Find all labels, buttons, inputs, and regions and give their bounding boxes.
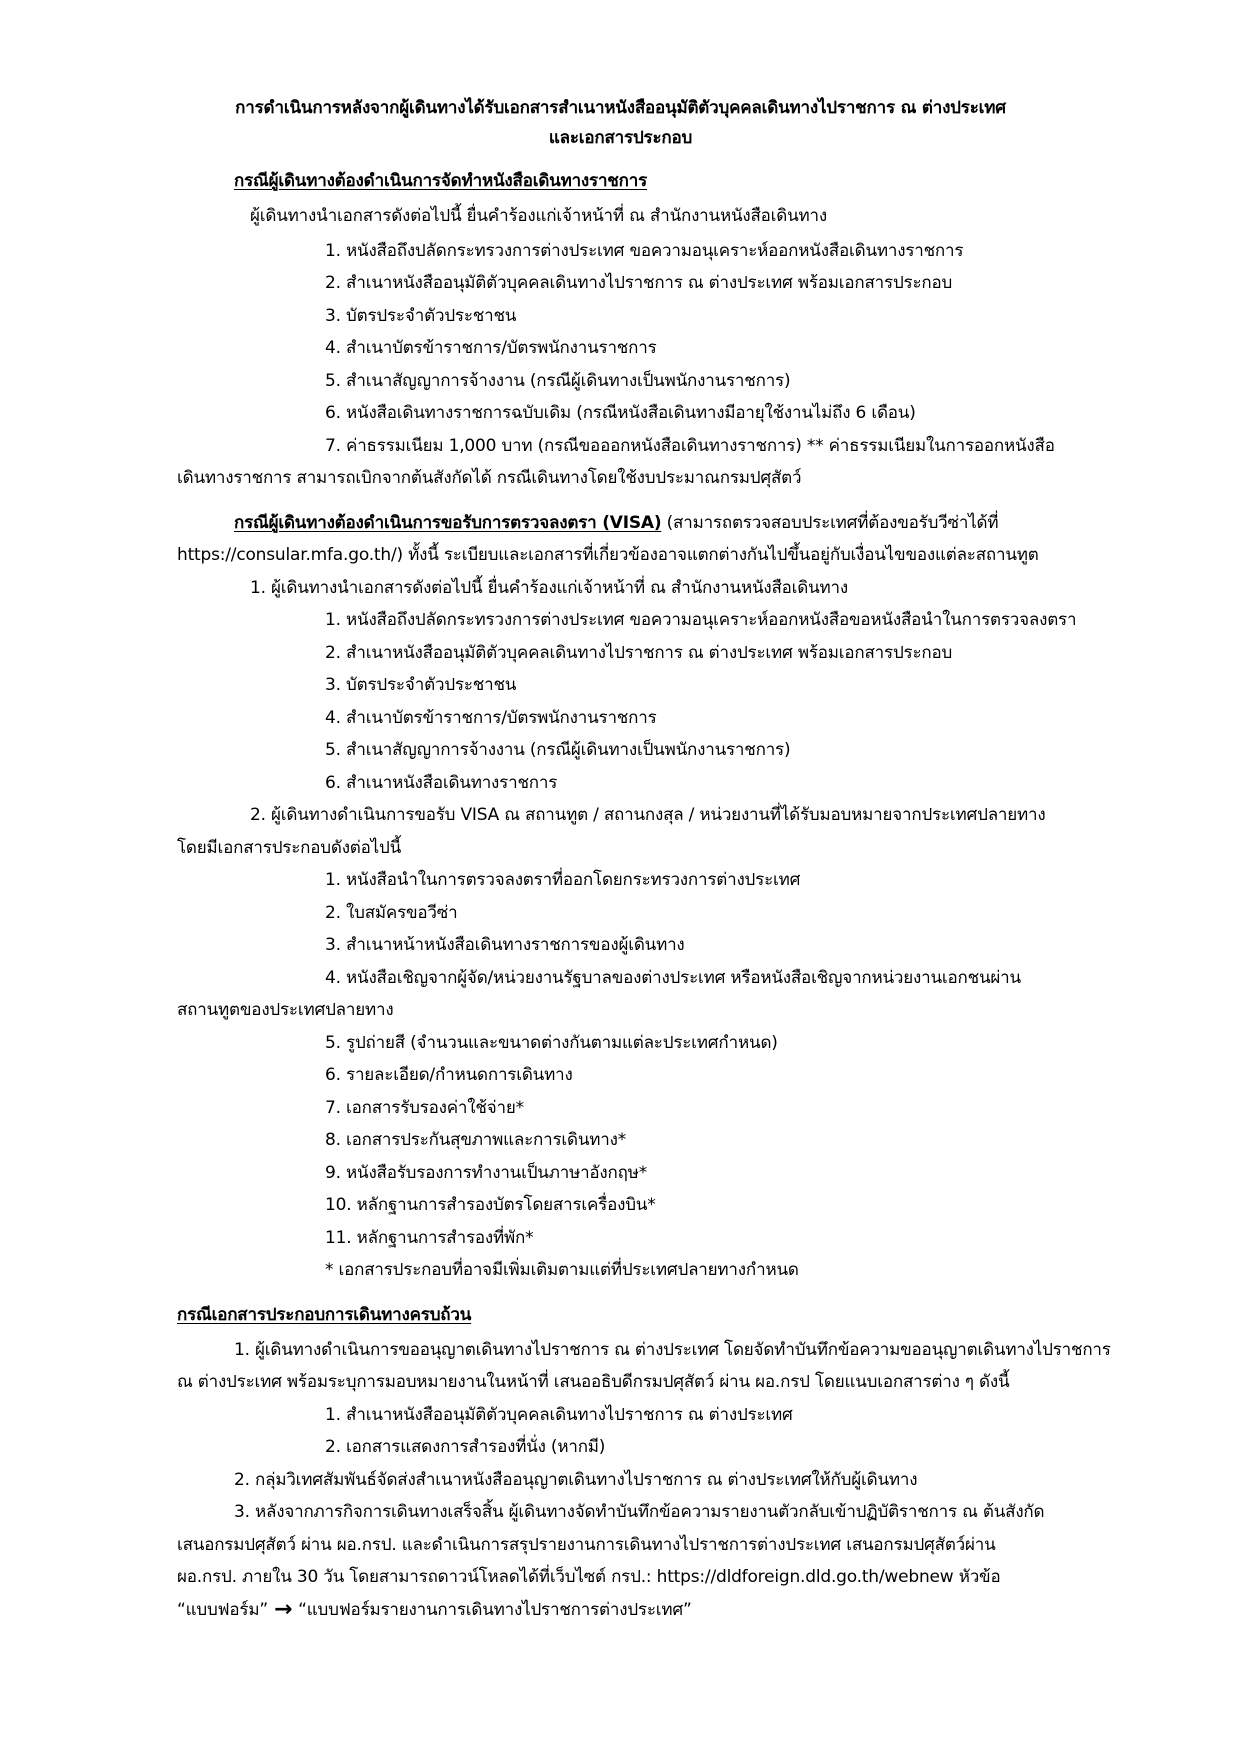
section2-step2-item-4-line-1: 4. หนังสือเชิญจากผู้จัด/หน่วยงานรัฐบาลของต่างประเทศ หรือหนังสือเชิญจากหน่วยงานเอกชนผ่าน xyxy=(325,968,1021,988)
document-title-line-2: และเอกสารประกอบ xyxy=(548,128,693,148)
section3-step-1-line-2: ณ ต่างประเทศ พร้อมระบุการมอบหมายงานในหน้าที่ เสนออธิบดีกรมปศุสัตว์ ผ่าน ผอ.กรป โดยแนบเอกสารต่าง ๆ ดังนี้ xyxy=(177,1372,1010,1392)
section3-step-2: 2. กลุ่มวิเทศสัมพันธ์จัดส่งสำเนาหนังสืออนุญาตเดินทางไปราชการ ณ ต่างประเทศให้กับผู้เดินทาง xyxy=(234,1470,918,1490)
section1-intro: ผู้เดินทางนำเอกสารดังต่อไปนี้ ยื่นคำร้องแก่เจ้าหน้าที่ ณ สำนักงานหนังสือเดินทาง xyxy=(250,206,827,226)
report-form-label: “แบบฟอร์มรายงานการเดินทางไปราชการต่างประเทศ” xyxy=(298,1600,692,1620)
section2-step1-item-6: 6. สำเนาหนังสือเดินทางราชการ xyxy=(325,773,558,793)
section2-step2-item-9: 9. หนังสือรับรองการทำงานเป็นภาษาอังกฤษ* xyxy=(325,1163,648,1183)
section2-step2-item-6: 6. รายละเอียด/กำหนดการเดินทาง xyxy=(325,1065,573,1085)
section2-step2-item-7: 7. เอกสารรับรองค่าใช้จ่าย* xyxy=(325,1098,524,1118)
section2-step1-item-3: 3. บัตรประจำตัวประชาชน xyxy=(325,675,517,695)
section2-step2-item-11: 11. หลักฐานการสำรองที่พัก* xyxy=(325,1228,534,1248)
section1-item-3: 3. บัตรประจำตัวประชาชน xyxy=(325,306,517,326)
section2-step2-item-2: 2. ใบสมัครขอวีซ่า xyxy=(325,903,458,923)
section2-step-2-line-2: โดยมีเอกสารประกอบดังต่อไปนี้ xyxy=(177,838,402,858)
section3-step1-item-1: 1. สำเนาหนังสืออนุมัติตัวบุคคลเดินทางไปราชการ ณ ต่างประเทศ xyxy=(325,1405,793,1425)
section1-item-7-line-1: 7. ค่าธรรมเนียม 1,000 บาท (กรณีขอออกหนังสือเดินทางราชการ) ** ค่าธรรมเนียมในการออกหนังสือ xyxy=(325,436,1055,456)
section2-step2-item-3: 3. สำเนาหน้าหนังสือเดินทางราชการของผู้เดินทาง xyxy=(325,935,685,955)
section2-step2-item-10: 10. หลักฐานการสำรองบัตรโดยสารเครื่องบิน* xyxy=(325,1195,656,1215)
section1-item-4: 4. สำเนาบัตรข้าราชการ/บัตรพนักงานราชการ xyxy=(325,338,657,358)
section2-step2-item-8: 8. เอกสารประกันสุขภาพและการเดินทาง* xyxy=(325,1130,627,1150)
section2-step2-item-1: 1. หนังสือนำในการตรวจลงตราที่ออกโดยกระทรวงการต่างประเทศ xyxy=(325,870,801,890)
section1-item-2: 2. สำเนาหนังสืออนุมัติตัวบุคคลเดินทางไปราชการ ณ ต่างประเทศ พร้อมเอกสารประกอบ xyxy=(325,273,953,293)
section2-step-1: 1. ผู้เดินทางนำเอกสารดังต่อไปนี้ ยื่นคำร้องแก่เจ้าหน้าที่ ณ สำนักงานหนังสือเดินทาง xyxy=(250,578,849,598)
section-heading-visa: กรณีผู้เดินทางต้องดำเนินการขอรับการตรวจลงตรา (VISA) xyxy=(234,513,662,533)
section2-heading-note: (สามารถตรวจสอบประเทศที่ต้องขอรับวีซ่าได้ที่ xyxy=(661,513,999,533)
section2-step1-item-2: 2. สำเนาหนังสืออนุมัติตัวบุคคลเดินทางไปราชการ ณ ต่างประเทศ พร้อมเอกสารประกอบ xyxy=(325,643,953,663)
section3-step1-item-2: 2. เอกสารแสดงการสำรองที่นั่ง (หากมี) xyxy=(325,1437,606,1457)
section2-heading-row xyxy=(234,511,998,535)
section1-item-1: 1. หนังสือถึงปลัดกระทรวงการต่างประเทศ ขอความอนุเคราะห์ออกหนังสือเดินทางราชการ xyxy=(325,241,964,261)
form-menu-label: “แบบฟอร์ม” xyxy=(177,1600,268,1620)
section3-step-1-line-1: 1. ผู้เดินทางดำเนินการขออนุญาตเดินทางไปราชการ ณ ต่างประเทศ โดยจัดทำบันทึกข้อความขออนุญาตเดินทางไปราชการ xyxy=(234,1340,1111,1360)
section1-item-7-line-2: เดินทางราชการ สามารถเบิกจากต้นสังกัดได้ กรณีเดินทางโดยใช้งบประมาณกรมปศุสัตว์ xyxy=(177,468,802,488)
section3-step-3-line-1: 3. หลังจากภารกิจการเดินทางเสร็จสิ้น ผู้เดินทางจัดทำบันทึกข้อความรายงานตัวกลับเข้าปฏิบัติราชการ ณ ต้นสังกัด xyxy=(234,1502,1045,1522)
section2-step1-item-1: 1. หนังสือถึงปลัดกระทรวงการต่างประเทศ ขอความอนุเคราะห์ออกหนังสือขอหนังสือนำในการตรวจลงตรา xyxy=(325,610,1077,630)
section1-item-5: 5. สำเนาสัญญาการจ้างงาน (กรณีผู้เดินทางเป็นพนักงานราชการ) xyxy=(325,371,791,391)
section-heading-complete-docs: กรณีเอกสารประกอบการเดินทางครบถ้วน xyxy=(177,1305,472,1325)
document-title-line-1: การดำเนินการหลังจากผู้เดินทางได้รับเอกสารสำเนาหนังสืออนุมัติตัวบุคคลเดินทางไปราชการ ณ ต่างประเทศ xyxy=(235,98,1006,118)
section3-step-3-line-4 xyxy=(177,1598,692,1622)
section2-step-2-line-1: 2. ผู้เดินทางดำเนินการขอรับ VISA ณ สถานทูต / สถานกงสุล / หน่วยงานที่ได้รับมอบหมายจากประเทศปลายทาง xyxy=(250,805,1046,825)
section2-step1-item-5: 5. สำเนาสัญญาการจ้างงาน (กรณีผู้เดินทางเป็นพนักงานราชการ) xyxy=(325,740,791,760)
section2-step2-item-5: 5. รูปถ่ายสี (จำนวนและขนาดต่างกันตามแต่ละประเทศกำหนด) xyxy=(325,1033,778,1053)
section2-intro-line-2: https://consular.mfa.go.th/) ทั้งนี้ ระเบียบและเอกสารที่เกี่ยวข้องอาจแตกต่างกันไปขึ้นอยู่กับเงื่อนไขของแต่ละสถานทูต xyxy=(177,545,1039,565)
section2-step1-item-4: 4. สำเนาบัตรข้าราชการ/บัตรพนักงานราชการ xyxy=(325,708,657,728)
arrow-right-icon: → xyxy=(273,1597,293,1622)
section3-step-3-line-3: ผอ.กรป. ภายใน 30 วัน โดยสามารถดาวน์โหลดได้ที่เว็บไซต์ กรป.: https://dldforeign.dld.go.th/webnew หัวข้อ xyxy=(177,1567,1001,1587)
section2-footnote: * เอกสารประกอบที่อาจมีเพิ่มเติมตามแต่ที่ประเทศปลายทางกำหนด xyxy=(325,1260,799,1280)
section1-item-6: 6. หนังสือเดินทางราชการฉบับเดิม (กรณีหนังสือเดินทางมีอายุใช้งานไม่ถึง 6 เดือน) xyxy=(325,403,916,423)
section2-step2-item-4-line-2: สถานทูตของประเทศปลายทาง xyxy=(177,1000,394,1020)
section3-step-3-line-2: เสนอกรมปศุสัตว์ ผ่าน ผอ.กรป. และดำเนินการสรุปรายงานการเดินทางไปราชการต่างประเทศ เสนอกรมปศุสัตว์ผ่าน xyxy=(177,1535,996,1555)
section-heading-passport: กรณีผู้เดินทางต้องดำเนินการจัดทำหนังสือเดินทางราชการ xyxy=(234,171,648,191)
